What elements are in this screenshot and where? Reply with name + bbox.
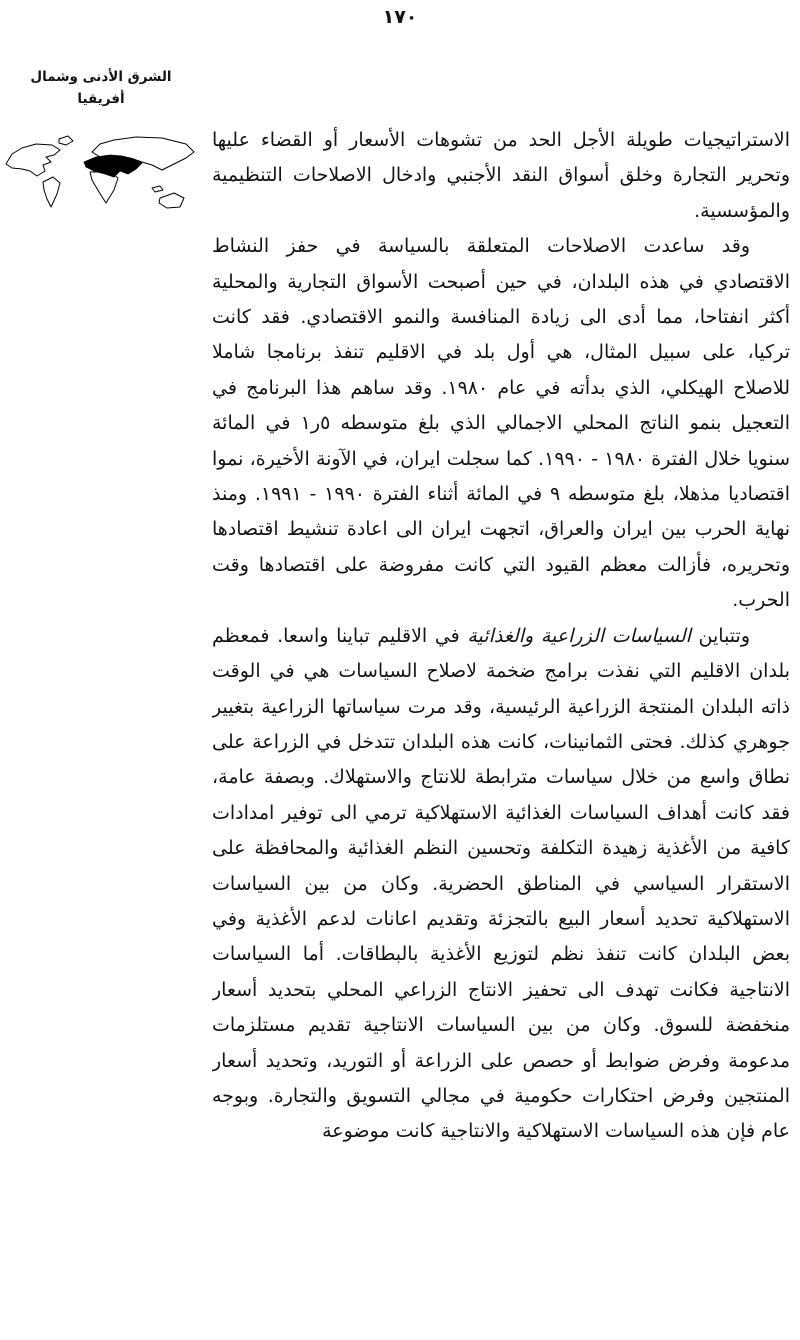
- region-label-line2: أفريقيا: [77, 91, 125, 108]
- text-run: وتتباين: [690, 624, 751, 647]
- page-number: ١٧٠: [382, 6, 418, 28]
- map-greenland: [59, 136, 73, 145]
- emphasized-phrase: السياسات الزراعية والغذائية: [467, 624, 691, 647]
- text-run: الاستراتيجيات طويلة الأجل الحد من تشوهات الأسعار أو القضاء عليها وتحرير التجارة وخلق أسواق النقد الأجنبي وادخال الاصلاحات التنظيمية والمؤسسية.: [212, 129, 790, 222]
- text-run: وقد ساعدت الاصلاحات المتعلقة بالسياسة في حفز النشاط الاقتصادي في هذه البلدان، في حين أصبحت الأسواق التجارية والمحلية أكثر انفتاحا، مما أدى الى زيادة المنافسة والنمو الاقتصادي. فقد كانت تركيا، على سبيل المثال، هي أول بلد في الاقليم تنفذ برنامجا شاملا للاصلاح الهيكلي، الذي بدأته في عام ١٩٨٠. وقد ساهم هذا البرنامج في التعجيل بنمو الناتج المحلي الاجمالي الذي بلغ متوسطه ٥ر١ في المائة سنويا خلال الفترة ١٩٨٠ - ١٩٩٠. كما سجلت ايران، في الآونة الأخيرة، نموا اقتصاديا مذهلا، بلغ متوسطه ٩ في المائة أثناء الفترة ١٩٩٠ - ١٩٩١. ومنذ نهاية الحرب بين ايران والعراق، اتجهت ايران الى اعادة تنشيط اقتصادها وتحريره، فأزالت معظم القيود التي كانت مفروضة على اقتصادها وقت الحرب.: [212, 235, 790, 612]
- body-text: [212, 123, 790, 1337]
- map-south-america: [43, 177, 60, 207]
- map-australia: [159, 193, 184, 208]
- map-north-america: [6, 144, 60, 176]
- map-islands: [152, 186, 163, 192]
- text-run: في الاقليم تباينا واسعا. فمعظم بلدان الاقليم التي نفذت برامج ضخمة لاصلاح السياسات هي في الوقت ذاته البلدان المنتجة الزراعية الرئيسية، وقد مرت سياساتها الزراعية بتغيير جوهري كذلك. فحتى الثمانينات، كانت هذه البلدان تتدخل في الزراعة على نطاق واسع من خلال سياسات مترابطة للانتاج والاستهلاك. وبصفة عامة، فقد كانت أهداف السياسات الغذائية الاستهلاكية ترمي الى توفير امدادات كافية من الأغذية زهيدة التكلفة وتحسين النظم الغذائية والمحافظة على الاستقرار السياسي في المناطق الحضرية. وكان من بين السياسات الاستهلاكية تحديد أسعار البيع بالتجزئة وتقديم اعانات لدعم الأغذية وفي بعض البلدان كانت تنفذ نظم لتوزيع الأغذية بالبطاقات. أما السياسات الانتاجية فكانت تهدف الى تحفيز الانتاج الزراعي المحلي بتحديد أسعار منخفضة للسوق. وكان من بين السياسات الانتاجية تقديم مستلزمات مدعومة وفرض ضوابط أو حصص على الزراعة أو التوريد، وتحديد أسعار المنتجين وفرض احتكارات حكومية في مجالي التسويق والتجارة. وبوجه عام فإن هذه السياسات الاستهلاكية والانتاجية كانت موضوعة: [212, 624, 790, 1143]
- paragraph: [212, 619, 790, 1150]
- paragraph: [212, 229, 790, 618]
- region-label-line1: الشرق الأدنى وشمال: [30, 69, 172, 85]
- world-map-icon: [2, 130, 206, 236]
- paragraph: [212, 123, 790, 229]
- region-sidebar: [16, 66, 186, 111]
